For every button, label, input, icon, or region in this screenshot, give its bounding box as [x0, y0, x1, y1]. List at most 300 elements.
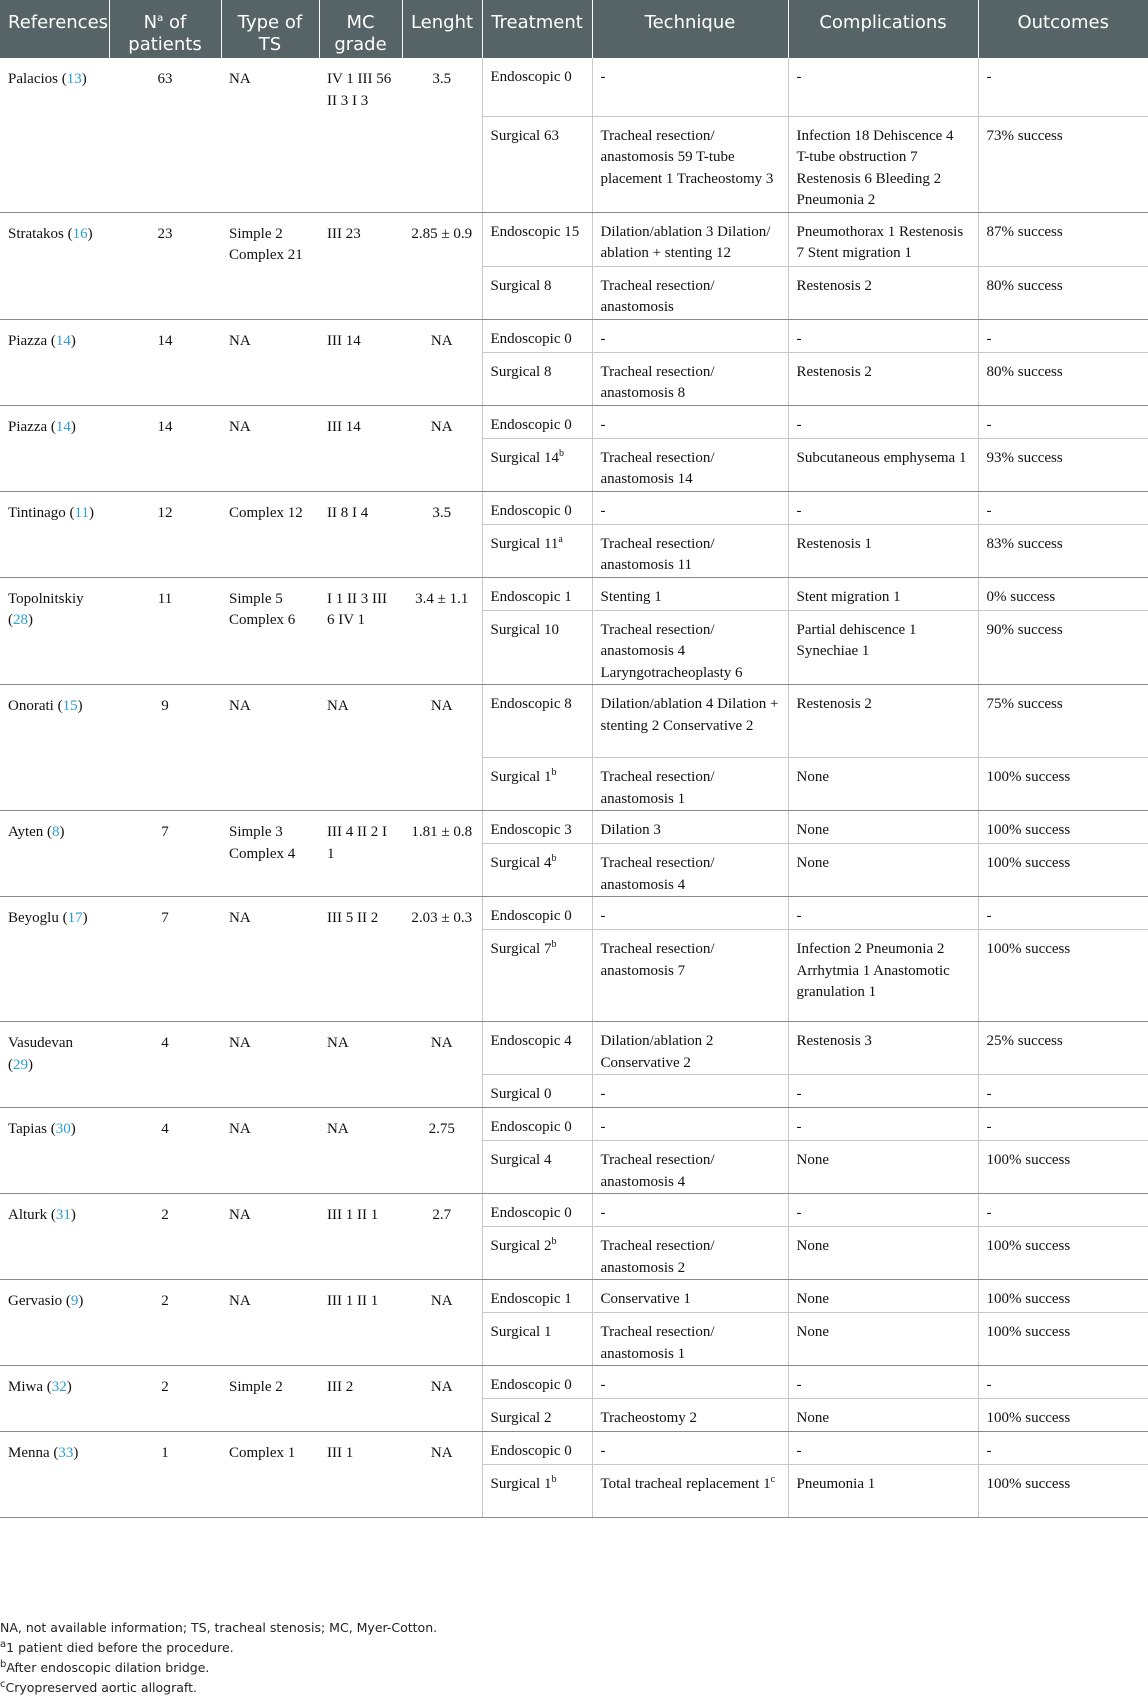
technique-text: Tracheal resection/ anastomosis 11 [600, 535, 715, 573]
treatment-label: Endoscopic 0 [490, 69, 572, 85]
complications-cell: Restenosis 2 [788, 352, 978, 405]
treatment-footnote-mark: a [558, 533, 563, 545]
outcome-cell: 100% success [978, 1313, 1148, 1366]
reference-author: Tintinago [8, 504, 66, 521]
outcome-cell: 100% success [978, 930, 1148, 1022]
treatment-cell [482, 610, 592, 685]
reference-author: Gervasio [8, 1293, 63, 1309]
outcome-cell: 83% success [978, 524, 1148, 577]
type-cell: Complex 12 [221, 491, 319, 577]
technique-cell [592, 610, 788, 685]
treatment-label: Endoscopic 0 [490, 1443, 572, 1459]
footnote-c: $^c$Cryopreserved aortic allograft. [0, 1678, 197, 1695]
treatment-footnote-mark: b [551, 853, 557, 864]
treatment-cell [482, 1022, 592, 1075]
footnote-abbreviations: NA, not available information; TS, tracheal stenosis; MC, Myer-Cotton. [0, 1620, 438, 1635]
length-cell: NA [402, 1022, 482, 1108]
header-row [0, 0, 1148, 58]
reference-cell: Piazza (14) [0, 319, 109, 405]
patients-cell: 4 [109, 1108, 221, 1194]
reference-author: Ayten [8, 824, 44, 840]
treatment-cell [482, 352, 592, 405]
treatment-cell [482, 491, 592, 524]
patients-cell: 4 [109, 1022, 221, 1108]
technique-cell [592, 491, 788, 524]
length-cell: NA [402, 319, 482, 405]
treatment-cell [482, 1399, 592, 1432]
treatment-cell [482, 685, 592, 758]
col-header-references: References [0, 0, 109, 58]
treatment-label: Surgical 2 [490, 1410, 552, 1426]
technique-text: Tracheostomy 2 [600, 1410, 698, 1426]
mc-grade-cell: III 14 [319, 405, 402, 491]
type-cell: NA [221, 1022, 319, 1108]
length-cell: NA [402, 1280, 482, 1366]
technique-cell [592, 405, 788, 438]
outcome-cell: - [978, 491, 1148, 524]
technique-text: - [600, 1119, 606, 1135]
technique-text: Tracheal resection/ anastomosis 59 T-tube placement 1 Tracheostomy 3 [600, 127, 774, 187]
footnote-a: $^a$1 patient died before the procedure. [0, 1638, 234, 1655]
table-row-endoscopic [0, 577, 1148, 610]
complications-cell: - [788, 491, 978, 524]
complications-cell: - [788, 1432, 978, 1465]
reference-author: Tapias [8, 1121, 47, 1137]
length-cell: 2.03 ± 0.3 [402, 897, 482, 1022]
technique-text: - [600, 330, 606, 347]
technique-text: Dilation/ablation 4 Dilation + stenting 2 Conservative 2 [600, 696, 779, 734]
outcome-cell: - [978, 58, 1148, 116]
reference-citation: 14 [55, 418, 71, 435]
treatment-cell [482, 1075, 592, 1108]
mc-grade-cell: I 1 II 3 III 6 IV 1 [319, 577, 402, 685]
mc-grade-cell: III 5 II 2 [319, 897, 402, 1022]
treatment-label: Endoscopic 0 [490, 908, 572, 924]
technique-text: - [600, 1086, 606, 1102]
outcome-cell: - [978, 319, 1148, 352]
patients-cell: 7 [109, 811, 221, 897]
outcome-cell: 87% success [978, 212, 1148, 266]
outcome-cell: 90% success [978, 610, 1148, 685]
reference-cell: Palacios (13) [0, 58, 109, 212]
technique-cell [592, 1366, 788, 1399]
outcome-cell: 100% success [978, 1227, 1148, 1280]
treatment-footnote-mark: b [551, 1236, 557, 1247]
patients-cell: 2 [109, 1194, 221, 1280]
technique-cell [592, 352, 788, 405]
outcome-cell: 100% success [978, 844, 1148, 897]
complications-cell: Restenosis 3 [788, 1022, 978, 1075]
treatment-label: Surgical 1 [490, 1324, 552, 1340]
reference-author: Menna [8, 1445, 50, 1461]
treatment-cell [482, 1227, 592, 1280]
reference-cell: Menna (33) [0, 1432, 109, 1518]
outcome-cell: 100% success [978, 1399, 1148, 1432]
treatment-label: Endoscopic 4 [490, 1033, 572, 1049]
table-row-endoscopic [0, 1432, 1148, 1465]
length-cell: 1.81 ± 0.8 [402, 811, 482, 897]
outcome-cell: - [978, 1194, 1148, 1227]
outcome-cell: 75% success [978, 685, 1148, 758]
patients-cell: 2 [109, 1280, 221, 1366]
type-cell: NA [221, 319, 319, 405]
technique-cell [592, 1227, 788, 1280]
length-cell: 2.7 [402, 1194, 482, 1280]
technique-cell [592, 758, 788, 811]
complications-cell: Restenosis 2 [788, 685, 978, 758]
treatment-label: Surgical 4 [490, 1152, 552, 1168]
type-cell: NA [221, 897, 319, 1022]
reference-citation: 16 [72, 225, 88, 242]
type-cell: Complex 1 [221, 1432, 319, 1518]
technique-cell [592, 1141, 788, 1194]
reference-cell: Miwa (32) [0, 1366, 109, 1432]
treatment-label: Surgical 1 [490, 769, 552, 785]
outcome-cell: 80% success [978, 266, 1148, 319]
mc-grade-cell: NA [319, 1022, 402, 1108]
treatment-label: Surgical 14 [490, 449, 559, 466]
outcome-cell: 0% success [978, 577, 1148, 610]
treatment-label: Endoscopic 0 [490, 416, 572, 433]
treatment-footnote-mark: b [551, 767, 557, 778]
technique-cell [592, 1432, 788, 1465]
treatment-label: Endoscopic 15 [490, 223, 580, 240]
technique-cell [592, 1280, 788, 1313]
reference-citation: 28 [13, 612, 28, 628]
technique-text: Tracheal resection/ anastomosis 1 [600, 769, 715, 807]
treatment-label: Endoscopic 0 [490, 1377, 572, 1393]
footnote-b: $^b$After endoscopic dilation bridge. [0, 1658, 210, 1675]
technique-text: Dilation/ablation 3 Dilation/ ablation + stenting 12 [600, 223, 771, 261]
technique-text: Total tracheal replacement 1 [600, 1476, 771, 1492]
reference-citation: 11 [74, 504, 89, 521]
table-row-endoscopic [0, 491, 1148, 524]
col-header-treatment: Treatment [482, 0, 592, 58]
table-row-endoscopic [0, 405, 1148, 438]
treatment-cell [482, 1366, 592, 1399]
treatment-label: Surgical 0 [490, 1086, 552, 1102]
table-row-endoscopic [0, 1280, 1148, 1313]
treatment-label: Endoscopic 0 [490, 330, 572, 347]
outcome-cell: - [978, 1075, 1148, 1108]
table-row-endoscopic [0, 811, 1148, 844]
treatment-cell [482, 844, 592, 897]
treatment-cell [482, 1194, 592, 1227]
outcome-cell: 93% success [978, 438, 1148, 491]
treatment-label: Endoscopic 0 [490, 502, 572, 519]
technique-cell [592, 685, 788, 758]
reference-cell: Gervasio (9) [0, 1280, 109, 1366]
complications-cell: - [788, 319, 978, 352]
table-row-endoscopic [0, 58, 1148, 116]
treatment-label: Surgical 11 [490, 535, 559, 552]
length-cell: NA [402, 1432, 482, 1518]
reference-author: Beyoglu [8, 910, 59, 926]
complications-cell: Restenosis 2 [788, 266, 978, 319]
technique-text: Tracheal resection/ anastomosis 4 [600, 1152, 715, 1190]
treatment-label: Endoscopic 0 [490, 1205, 572, 1221]
complications-cell: - [788, 58, 978, 116]
outcome-cell: 100% success [978, 1141, 1148, 1194]
treatment-label: Endoscopic 0 [490, 1119, 572, 1135]
outcome-cell: 80% success [978, 352, 1148, 405]
mc-grade-cell: III 23 [319, 212, 402, 319]
technique-text: - [600, 502, 606, 519]
complications-cell: None [788, 1399, 978, 1432]
technique-text: Dilation 3 [600, 822, 661, 838]
treatment-cell [482, 1313, 592, 1366]
complications-cell: Partial dehiscence 1 Synechiae 1 [788, 610, 978, 685]
complications-cell: None [788, 1280, 978, 1313]
patients-cell: 23 [109, 212, 221, 319]
reference-citation: 32 [51, 1379, 67, 1395]
reference-citation: 9 [70, 1293, 79, 1309]
type-cell: NA [221, 405, 319, 491]
mc-grade-cell: III 2 [319, 1366, 402, 1432]
patients-cell: 63 [109, 58, 221, 212]
reference-author: Miwa [8, 1379, 43, 1395]
type-cell: Simple 2 Complex 21 [221, 212, 319, 319]
technique-cell [592, 1022, 788, 1075]
technique-cell [592, 1194, 788, 1227]
treatment-cell [482, 212, 592, 266]
treatment-cell [482, 524, 592, 577]
outcome-cell: 25% success [978, 1022, 1148, 1075]
patients-cell: 9 [109, 685, 221, 811]
mc-grade-cell: III 4 II 2 I 1 [319, 811, 402, 897]
length-cell: 3.5 [402, 491, 482, 577]
complications-cell: - [788, 1194, 978, 1227]
technique-text: Dilation/ablation 2 Conservative 2 [600, 1033, 714, 1071]
mc-grade-cell: NA [319, 685, 402, 811]
technique-cell [592, 212, 788, 266]
table-row-endoscopic [0, 319, 1148, 352]
reference-author: Stratakos [8, 225, 64, 242]
table-footnotes [0, 1618, 437, 1698]
complications-cell: Pneumonia 1 [788, 1465, 978, 1518]
complications-cell: - [788, 405, 978, 438]
patients-cell: 11 [109, 577, 221, 685]
treatment-cell [482, 897, 592, 930]
col-header-complications: Complications [788, 0, 978, 58]
technique-text: Tracheal resection/ anastomosis [600, 277, 715, 315]
reference-citation: 29 [13, 1056, 28, 1073]
patients-cell: 12 [109, 491, 221, 577]
treatment-footnote-mark: b [551, 939, 557, 950]
complications-cell: Infection 2 Pneumonia 2 Arrhytmia 1 Anastomotic granulation 1 [788, 930, 978, 1022]
mc-grade-cell: NA [319, 1108, 402, 1194]
table-row-endoscopic [0, 212, 1148, 266]
technique-text: Tracheal resection/ anastomosis 2 [600, 1238, 715, 1276]
col-header-outcomes: Outcomes [978, 0, 1148, 58]
complications-cell: Infection 18 Dehiscence 4 T-tube obstruction 7 Restenosis 6 Bleeding 2 Pneumonia 2 [788, 116, 978, 212]
treatment-label: Surgical 63 [490, 127, 559, 144]
length-cell: NA [402, 685, 482, 811]
type-cell: NA [221, 58, 319, 212]
reference-author: Piazza [8, 332, 48, 349]
complications-cell: - [788, 1366, 978, 1399]
reference-author: Onorati [8, 698, 54, 714]
reference-cell: Onorati (15) [0, 685, 109, 811]
length-cell: 3.4 ± 1.1 [402, 577, 482, 685]
technique-text: Tracheal resection/ anastomosis 4 [600, 855, 715, 893]
technique-cell [592, 930, 788, 1022]
outcome-cell: 73% success [978, 116, 1148, 212]
reference-cell: Topolnitskiy (28) [0, 577, 109, 685]
technique-cell [592, 116, 788, 212]
type-cell: Simple 5 Complex 6 [221, 577, 319, 685]
complications-cell: Stent migration 1 [788, 577, 978, 610]
technique-text: - [600, 908, 606, 924]
treatment-cell [482, 811, 592, 844]
technique-text: Tracheal resection/ anastomosis 7 [600, 941, 715, 979]
outcome-cell: 100% success [978, 1280, 1148, 1313]
treatment-cell [482, 930, 592, 1022]
length-cell: NA [402, 1366, 482, 1432]
technique-cell [592, 266, 788, 319]
technique-text: - [600, 416, 606, 433]
patients-cell: 14 [109, 319, 221, 405]
treatment-label: Endoscopic 1 [490, 588, 572, 605]
complications-cell: - [788, 1108, 978, 1141]
complications-cell: Subcutaneous emphysema 1 [788, 438, 978, 491]
treatment-cell [482, 58, 592, 116]
treatment-cell [482, 438, 592, 491]
technique-text: Tracheal resection/ anastomosis 1 [600, 1324, 715, 1362]
reference-citation: 33 [58, 1445, 74, 1461]
treatment-footnote-mark: b [551, 1474, 557, 1485]
technique-text: - [600, 1377, 606, 1393]
table-row-endoscopic [0, 1108, 1148, 1141]
reference-citation: 13 [66, 71, 82, 87]
technique-text: - [600, 1205, 606, 1221]
complications-cell: Restenosis 1 [788, 524, 978, 577]
technique-text: Tracheal resection/ anastomosis 14 [600, 449, 715, 487]
reference-cell: Ayten (8) [0, 811, 109, 897]
treatment-label: Surgical 1 [490, 1476, 552, 1492]
technique-cell [592, 438, 788, 491]
reference-cell: Piazza (14) [0, 405, 109, 491]
reference-citation: 15 [62, 698, 78, 714]
technique-footnote-mark: c [770, 1474, 776, 1485]
treatment-cell [482, 1465, 592, 1518]
outcome-cell: - [978, 897, 1148, 930]
treatment-label: Surgical 4 [490, 855, 552, 871]
treatment-cell [482, 1432, 592, 1465]
treatment-cell [482, 758, 592, 811]
treatment-label: Surgical 7 [490, 941, 552, 957]
reference-citation: 14 [55, 332, 71, 349]
reference-author: Piazza [8, 418, 48, 435]
col-header-mc-grade: MC grade [319, 0, 402, 58]
outcome-cell: - [978, 1108, 1148, 1141]
technique-cell [592, 897, 788, 930]
type-cell: Simple 2 [221, 1366, 319, 1432]
treatment-label: Endoscopic 8 [490, 696, 572, 712]
mc-grade-cell: III 14 [319, 319, 402, 405]
treatment-cell [482, 1280, 592, 1313]
complications-cell: None [788, 1313, 978, 1366]
technique-cell [592, 577, 788, 610]
technique-cell [592, 844, 788, 897]
reference-cell: Vasudevan (29) [0, 1022, 109, 1108]
reference-citation: 30 [55, 1121, 71, 1137]
complications-cell: - [788, 1075, 978, 1108]
treatment-footnote-mark: b [558, 447, 564, 459]
col-header-length: Lenght [402, 0, 482, 58]
reference-citation: 17 [67, 910, 83, 926]
complications-cell: None [788, 1227, 978, 1280]
technique-cell [592, 524, 788, 577]
complications-cell: Pneumothorax 1 Restenosis 7 Stent migration 1 [788, 212, 978, 266]
table-row-endoscopic [0, 685, 1148, 758]
technique-text: - [600, 1443, 606, 1459]
treatment-label: Surgical 8 [490, 277, 552, 294]
treatment-cell [482, 405, 592, 438]
patients-cell: 2 [109, 1366, 221, 1432]
technique-text: Tracheal resection/ anastomosis 4 Laryngotracheoplasty 6 [600, 621, 743, 681]
technique-cell [592, 319, 788, 352]
type-cell: NA [221, 1280, 319, 1366]
outcome-cell: 100% success [978, 811, 1148, 844]
technique-text: - [600, 69, 606, 85]
technique-cell [592, 1108, 788, 1141]
col-header-patients: $N^a$ of patients [109, 0, 221, 58]
technique-text: Conservative 1 [600, 1291, 691, 1307]
mc-grade-cell: IV 1 III 56 II 3 I 3 [319, 58, 402, 212]
type-cell: NA [221, 685, 319, 811]
patients-cell: 1 [109, 1432, 221, 1518]
type-cell: NA [221, 1108, 319, 1194]
table-row-endoscopic [0, 897, 1148, 930]
outcome-cell: - [978, 1432, 1148, 1465]
col-header-type: Type of TS [221, 0, 319, 58]
reference-author: Alturk [8, 1207, 48, 1223]
technique-text: Stenting 1 [600, 588, 662, 605]
length-cell: 3.5 [402, 58, 482, 212]
treatment-label: Endoscopic 3 [490, 822, 572, 838]
treatment-cell [482, 577, 592, 610]
length-cell: 2.75 [402, 1108, 482, 1194]
technique-cell [592, 58, 788, 116]
length-cell: NA [402, 405, 482, 491]
patients-cell: 7 [109, 897, 221, 1022]
type-cell: Simple 3 Complex 4 [221, 811, 319, 897]
mc-grade-cell: III 1 [319, 1432, 402, 1518]
complications-cell: None [788, 758, 978, 811]
outcome-cell: - [978, 405, 1148, 438]
complications-cell: None [788, 844, 978, 897]
treatment-label: Endoscopic 1 [490, 1291, 572, 1307]
reference-cell: Alturk (31) [0, 1194, 109, 1280]
complications-cell: None [788, 1141, 978, 1194]
treatment-label: Surgical 8 [490, 363, 552, 380]
treatment-cell [482, 116, 592, 212]
outcome-cell: - [978, 1366, 1148, 1399]
table-row-endoscopic [0, 1022, 1148, 1075]
treatment-cell [482, 1141, 592, 1194]
treatment-label: Surgical 10 [490, 621, 559, 638]
reference-cell: Stratakos (16) [0, 212, 109, 319]
type-cell: NA [221, 1194, 319, 1280]
table-row-endoscopic [0, 1366, 1148, 1399]
technique-cell [592, 1313, 788, 1366]
col-header-technique: Technique [592, 0, 788, 58]
patients-cell: 14 [109, 405, 221, 491]
reference-cell: Beyoglu (17) [0, 897, 109, 1022]
treatment-cell [482, 1108, 592, 1141]
table-row-endoscopic [0, 1194, 1148, 1227]
